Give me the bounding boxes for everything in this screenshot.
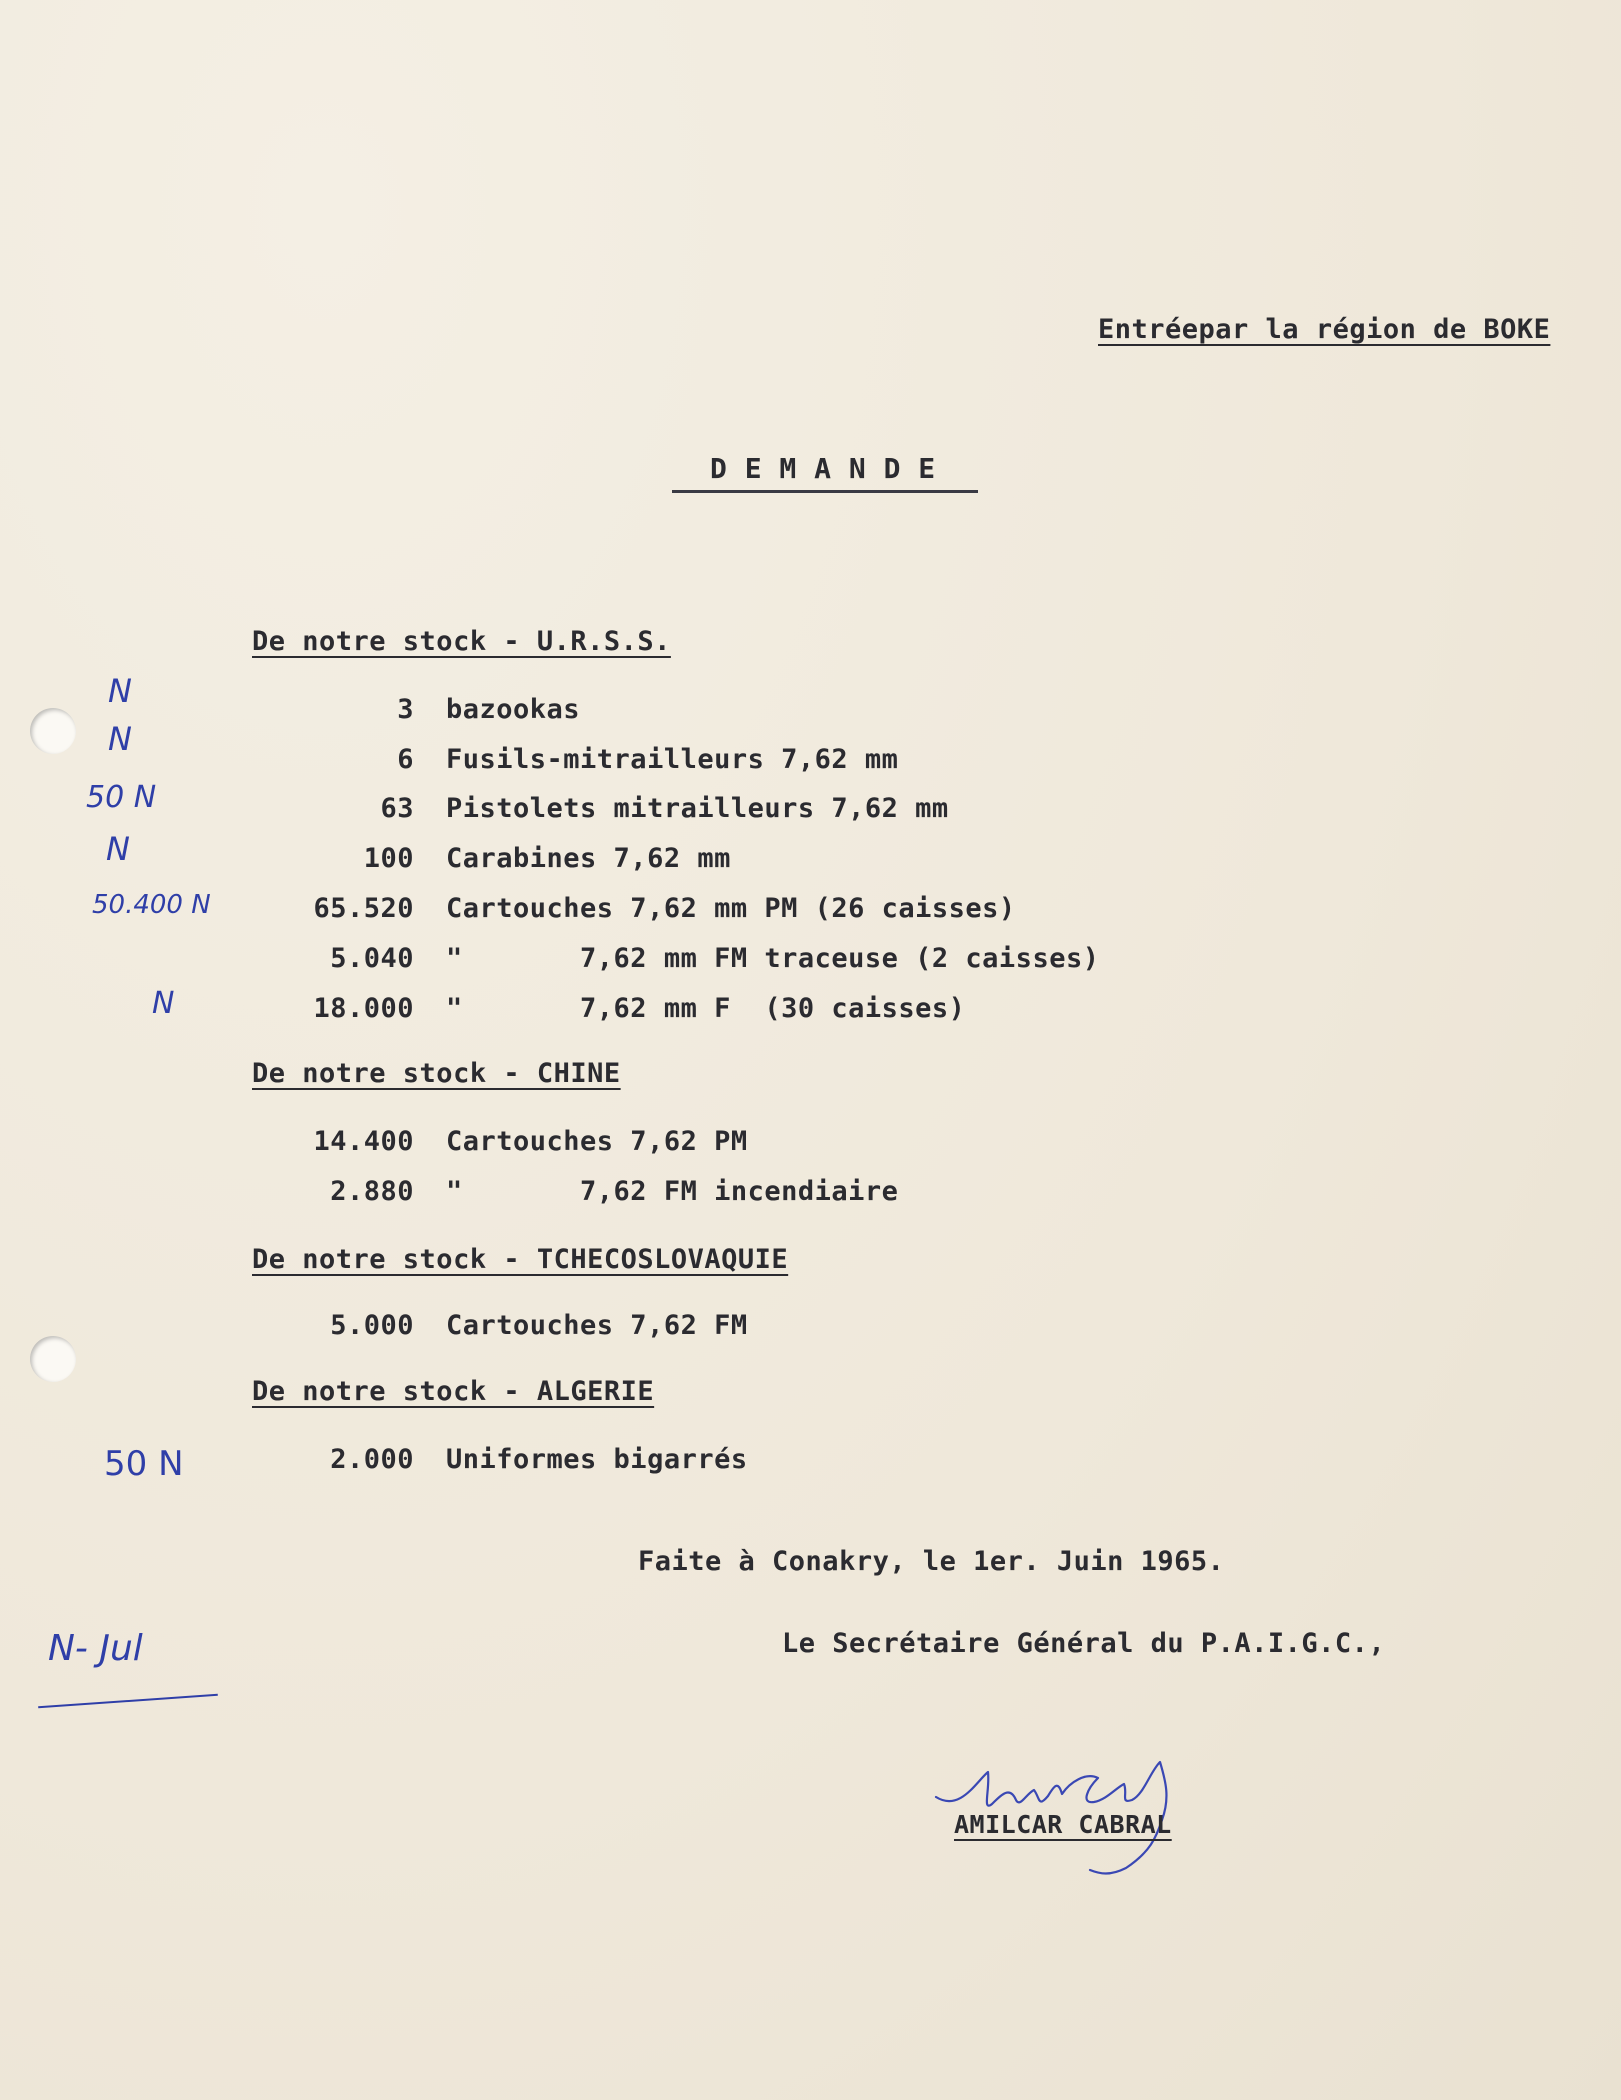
item-qty: 2.880 <box>330 1176 414 1207</box>
margin-note: N <box>108 720 132 758</box>
section-heading-urss: De notre stock - U.R.S.S. <box>252 626 671 657</box>
margin-note: N <box>152 986 175 1021</box>
margin-note: N <box>108 672 132 710</box>
item-qty: 63 <box>380 793 414 824</box>
item-desc: Carabines 7,62 mm <box>446 843 731 874</box>
margin-note: N <box>106 830 130 868</box>
item-qty: 5.000 <box>330 1310 414 1341</box>
item-desc: Pistolets mitrailleurs 7,62 mm <box>446 793 949 824</box>
punch-hole <box>30 1336 76 1382</box>
item-qty: 65.520 <box>313 893 414 924</box>
section-heading-algerie: De notre stock - ALGERIE <box>252 1376 655 1407</box>
punch-hole <box>30 708 76 754</box>
margin-note: 50.400 N <box>92 890 211 920</box>
title-underline <box>672 490 978 493</box>
item-qty: 2.000 <box>330 1444 414 1475</box>
item-qty: 100 <box>363 843 414 874</box>
item-desc: Cartouches 7,62 mm PM (26 caisses) <box>446 893 1016 924</box>
item-desc: " 7,62 mm FM traceuse (2 caisses) <box>446 943 1100 974</box>
item-qty: 5.040 <box>330 943 414 974</box>
section-heading-tchecoslovaquie: De notre stock - TCHECOSLOVAQUIE <box>252 1244 789 1275</box>
item-desc: bazookas <box>446 694 581 725</box>
margin-stroke <box>38 1694 218 1709</box>
margin-note: N- Jul <box>48 1628 143 1669</box>
section-heading-chine: De notre stock - CHINE <box>252 1058 621 1089</box>
item-desc: Cartouches 7,62 FM <box>446 1310 748 1341</box>
item-qty: 14.400 <box>313 1126 414 1157</box>
signature-name: AMILCAR CABRAL <box>954 1810 1172 1839</box>
item-desc: Fusils-mitrailleurs 7,62 mm <box>446 744 899 775</box>
place-date: Faite à Conakry, le 1er. Juin 1965. <box>638 1546 1225 1577</box>
signatory-title: Le Secrétaire Général du P.A.I.G.C., <box>782 1628 1386 1659</box>
item-qty: 3 <box>397 694 414 725</box>
margin-note: 50 N <box>86 780 157 815</box>
item-qty: 6 <box>397 744 414 775</box>
item-desc: " 7,62 mm F (30 caisses) <box>446 993 966 1024</box>
entry-note: Entréepar la région de BOKE <box>1098 314 1551 345</box>
item-desc: Cartouches 7,62 PM <box>446 1126 748 1157</box>
item-desc: Uniformes bigarrés <box>446 1444 748 1475</box>
page-title: D E M A N D E <box>710 452 936 485</box>
margin-note: 50 N <box>104 1444 184 1484</box>
item-desc: " 7,62 FM incendiaire <box>446 1176 899 1207</box>
item-qty: 18.000 <box>313 993 414 1024</box>
